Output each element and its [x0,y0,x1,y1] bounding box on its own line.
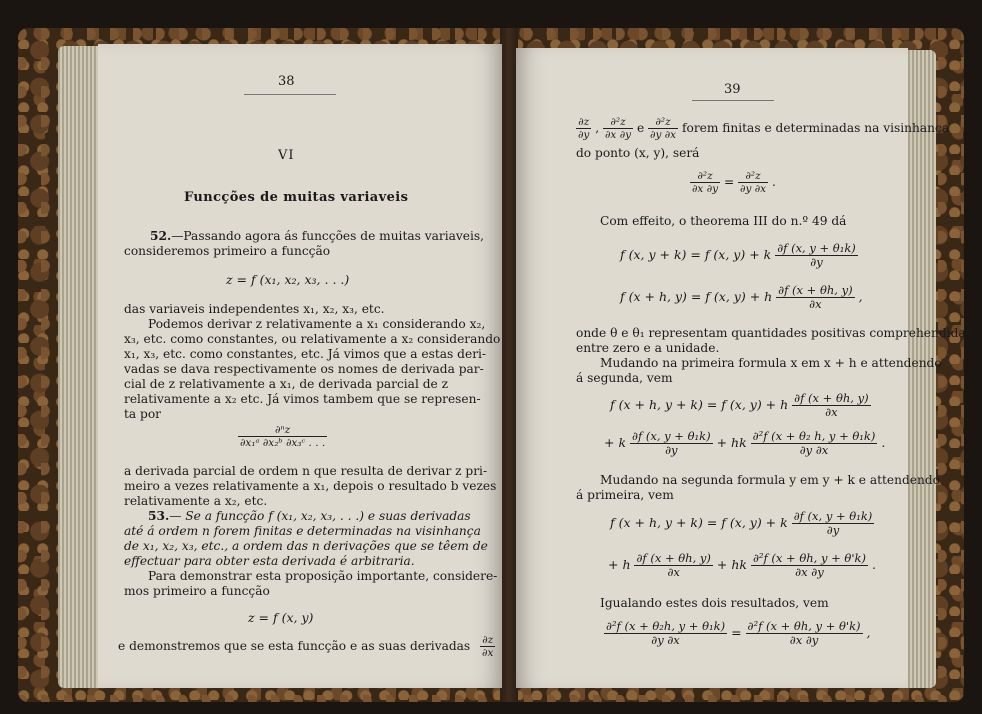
equation-c: f (x + h, y) = f (x, y) + h $\frac{\partial f (x + \theta h, y)}{\partial x}$ , [620,283,863,311]
body-line: Mudando na primeira formula x em x + h e attendendo [600,356,942,370]
body-line-with-fraction: e demonstremos que se esta funcção e as suas derivadas $\frac{\partial z}{\partial x}$ [118,634,494,659]
body-line: cial de z relativamente a x₁, de derivada parcial de z [124,377,449,391]
paragraph-number: 53. [148,509,170,523]
paragraph-number: 52. [150,229,172,243]
equation-e-line-2: + h $\frac{\partial f (x + \theta h, y)}{\partial x}$ + hk $\frac{\text{∂²f (x + θh, y + θ'k)}}{\partial x \partial y}$ . [608,551,876,579]
chapter-number: VI [278,148,295,163]
body-line: das variaveis independentes x₁, x₂, x₃, etc. [124,302,385,316]
section-title: Funcções de muitas variaveis [184,190,409,205]
body-line: x₁, x₃, etc. como constantes, etc. Já vimos que a estas deri- [124,347,487,361]
equation-1: z = f (x₁, x₂, x₃, . . .) [226,272,350,287]
header-rule [692,100,774,101]
paragraph-53-line: até á ordem n forem finitas e determinadas na visinhança [124,524,481,538]
body-line: ta por [124,407,162,421]
equation-e-line-1: f (x + h, y + k) = f (x, y) + k $\frac{\text{∂f (x, y + θ₁k)}}{\partial y}$ [610,509,873,537]
body-line: Com effeito, o theorema III do n.º 49 dá [600,214,847,228]
left-page [98,44,502,688]
equation-d-line-1: f (x + h, y + k) = f (x, y) + h $\frac{\partial f (x + \theta h, y)}{\partial x}$ [610,391,869,419]
body-line: á segunda, vem [576,371,673,385]
body-line: Igualando estes dois resultados, vem [600,596,829,610]
paragraph-53-line: 53.— Se a funcção f (x₁, x₂, x₃, . . .) e suas derivadas [148,509,471,523]
body-line: a derivada parcial de ordem n que resulta de derivar z pri- [124,464,488,478]
equation-d-line-2: + k $\frac{\text{∂f (x, y + θ₁k)}}{\partial y}$ + hk $\frac{\text{∂²f (x + θ₂ h, y + θ₁k)}}{\partial y \partial x}$ . [604,429,886,457]
equation-2-denominator: ∂x₁ᵃ ∂x₂ᵇ ∂x₃ᶜ . . . [240,437,326,449]
equation-f: $\frac{\text{∂²f (x + θ₂h, y + θ₁k)}}{\partial y \partial x}$ = $\frac{\text{∂²f (x + θh, y + θ'k)}}{\partial x \partial y}$ , [606,619,871,647]
equation-a: $\frac{\text{∂²z}}{\partial x \partial y}$ = $\frac{\text{∂²z}}{\partial y \partial x}$ . [692,170,776,195]
body-line: Mudando na segunda formula y em y + k e attendendo [600,473,940,487]
page-edges-left [58,46,102,688]
paragraph-52-line: 52.—Passando agora ás funcções de muitas variaveis, [150,229,485,243]
paragraph-53-line: de x₁, x₂, x₃, etc., a ordem das n derivações que se têem de [124,539,488,553]
equation-2-numerator: ∂ⁿz [238,424,327,437]
equation-3: z = f (x, y) [248,610,314,625]
right-page [516,48,972,688]
body-line: do ponto (x, y), será [576,146,700,160]
paragraph-53-line: effectuar para obter esta derivada é arbitraria. [124,554,415,568]
body-line: meiro a vezes relativamente a x₁, depois o resultado b vezes [124,479,497,493]
header-rule [244,94,336,95]
body-line: Para demonstrar esta proposição importante, considere- [148,569,498,583]
body-line: x₃, etc. como constantes, ou relativamente a x₂ considerando [124,332,501,346]
body-line: onde θ e θ₁ representam quantidades positivas comprehendidas [576,326,972,340]
body-line: relativamente a x₂, etc. [124,494,268,508]
page-number: 38 [278,74,295,89]
body-line: mos primeiro a funcção [124,584,270,598]
body-line: relativamente a x₂ etc. Já vimos tambem que se represen- [124,392,481,406]
equation-b: f (x, y + k) = f (x, y) + k $\frac{\text{∂f (x, y + θ₁k)}}{\partial y}$ [620,241,856,269]
body-line: Podemos derivar z relativamente a x₁ considerando x₂, [148,317,486,331]
body-line: entre zero e a unidade. [576,341,720,355]
top-derivatives-line: $\frac{\partial z}{\partial y}$ , $\frac{\text{∂²z}}{\partial x \partial y}$ e $\frac{\text{∂²z}}{\partial y \partial x}$ forem finitas e determinadas na visinhança [578,116,950,141]
body-line: á primeira, vem [576,488,674,502]
body-line: vadas se dava respectivamente os nomes de derivada par- [124,362,484,376]
paragraph-52-line: consideremos primeiro a funcção [124,244,331,258]
page-number: 39 [724,82,741,97]
equation-2 [238,424,327,449]
